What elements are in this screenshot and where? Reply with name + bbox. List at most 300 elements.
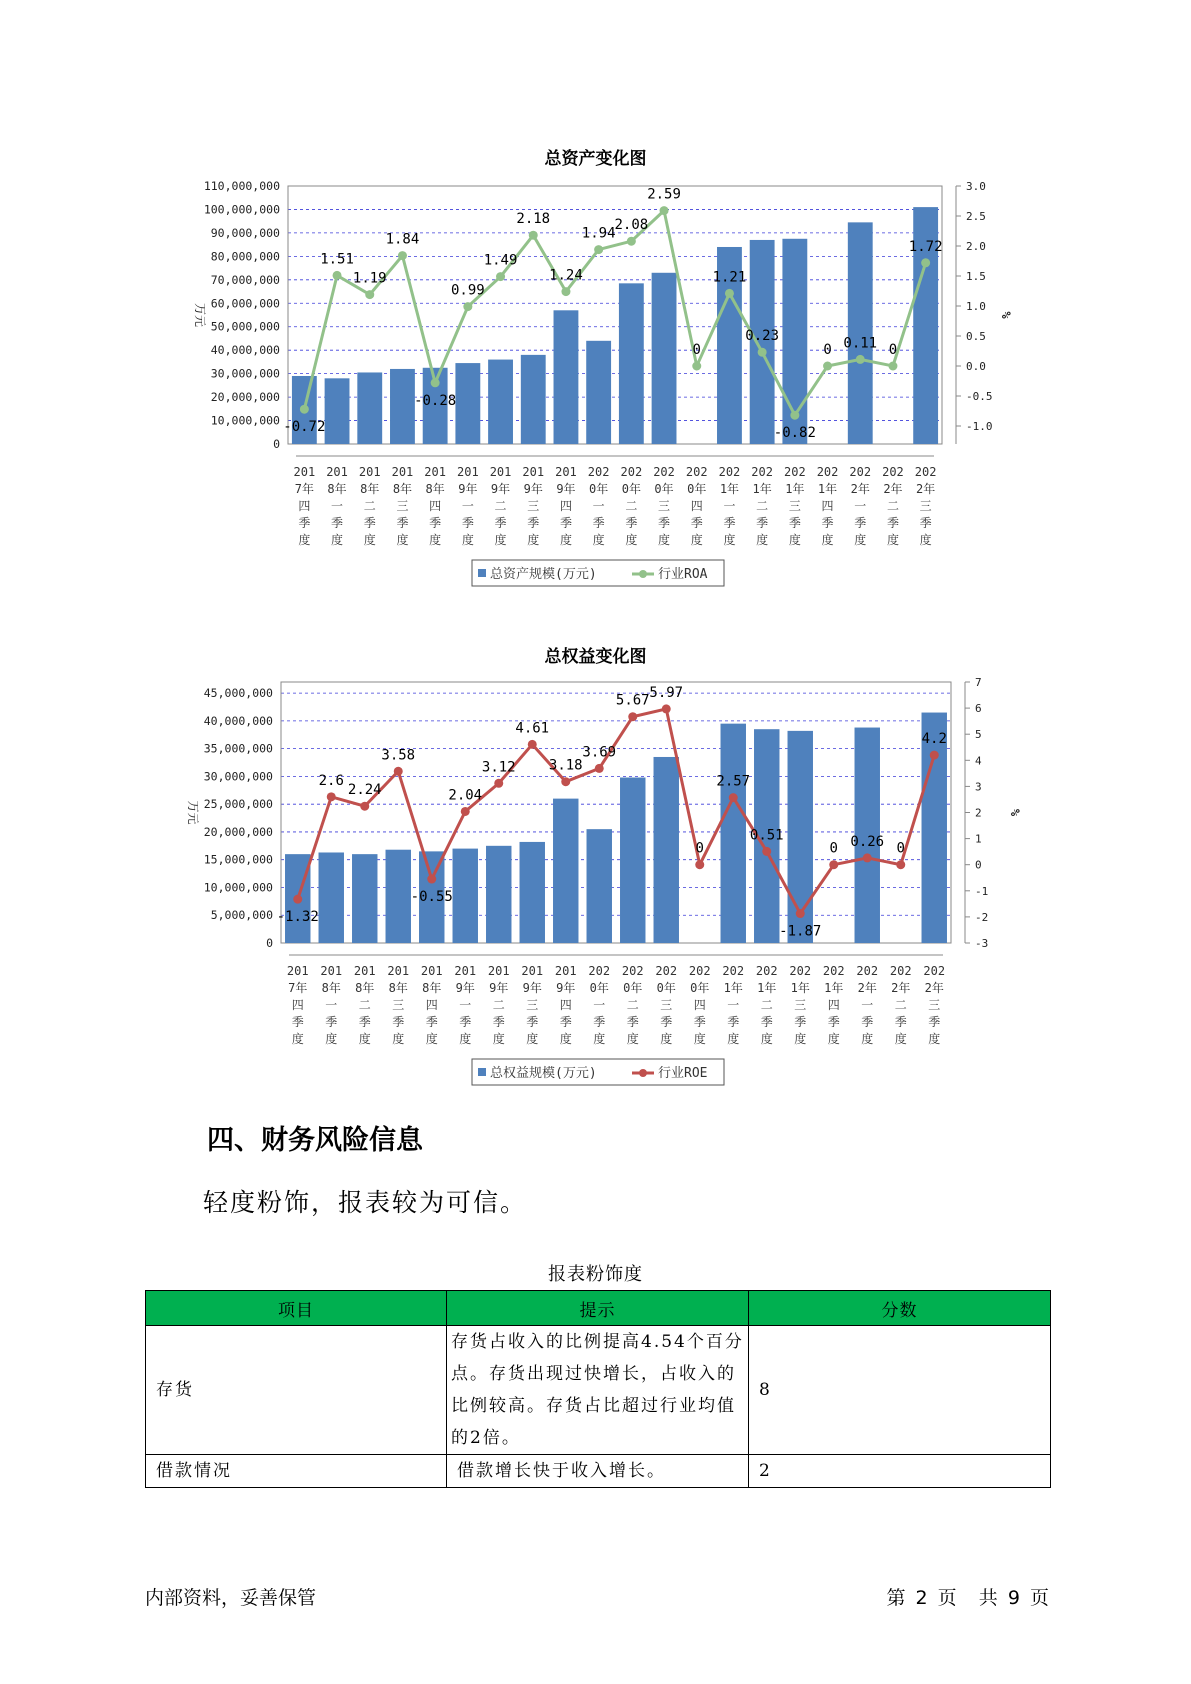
row-hint: 借款增长快于收入增长。 (447, 1455, 749, 1488)
data-label: 1.84 (385, 231, 420, 248)
data-point (930, 751, 939, 760)
x-tick-label: 二 (363, 499, 376, 513)
data-point (461, 807, 470, 816)
x-tick-label: 季 (928, 1015, 941, 1029)
x-tick-label: 202 (587, 465, 610, 479)
bar (620, 778, 645, 943)
legend-bar-swatch (478, 569, 486, 577)
x-tick-label: 201 (387, 964, 410, 978)
data-label: -0.72 (283, 419, 326, 436)
data-point (594, 245, 603, 254)
x-tick-label: 度 (331, 533, 344, 547)
x-tick-label: 一 (854, 499, 867, 513)
x-tick-label: 1年 (785, 482, 805, 496)
data-label: 2.24 (347, 782, 382, 799)
x-tick-label: 0年 (589, 981, 609, 995)
x-tick-label: 202 (789, 964, 812, 978)
data-point (595, 764, 604, 773)
row-item: 借款情况 (146, 1455, 447, 1488)
legend-line-marker (639, 1069, 647, 1077)
x-tick-label: 201 (326, 465, 348, 479)
x-tick-label: 201 (420, 964, 443, 978)
data-point (729, 793, 738, 802)
legend-bar-label: 总权益规模(万元) (490, 1066, 597, 1081)
bar (848, 222, 873, 444)
x-tick-label: 一 (331, 499, 344, 513)
data-label: 2.6 (318, 772, 344, 789)
x-tick-label: 季 (392, 1015, 405, 1029)
x-tick-label: 8年 (425, 482, 445, 496)
y-axis-label: 万元 (193, 302, 207, 328)
bar (654, 757, 679, 943)
x-tick-label: 度 (559, 1032, 572, 1046)
x-tick-label: 0年 (621, 482, 641, 496)
x-tick-label: 季 (760, 1015, 773, 1029)
y-tick-label: 70,000,000 (210, 272, 280, 287)
x-tick-label: 度 (821, 533, 834, 547)
x-tick-label: 202 (923, 964, 946, 978)
data-label: -0.82 (773, 425, 816, 442)
x-tick-label: 201 (521, 964, 544, 978)
data-label: -0.55 (410, 889, 453, 906)
x-tick-label: 季 (461, 516, 474, 530)
x-tick-label: 四 (821, 499, 834, 513)
x-tick-label: 二 (626, 998, 639, 1012)
data-point (529, 231, 538, 240)
x-tick-label: 度 (626, 1032, 639, 1046)
y-tick-label: 15,000,000 (203, 852, 273, 867)
x-tick-label: 度 (526, 1032, 539, 1046)
x-tick-label: 度 (592, 533, 605, 547)
row-score: 8 (749, 1326, 1051, 1455)
x-tick-label: 三 (396, 499, 409, 513)
x-tick-label: 季 (658, 516, 671, 530)
y-tick-label: 60,000,000 (210, 296, 280, 311)
x-tick-label: 度 (459, 1032, 472, 1046)
data-label: 3.12 (481, 759, 516, 776)
data-label: 0.23 (745, 328, 780, 345)
asset-chart (0, 170, 1191, 620)
x-tick-label: 度 (358, 1032, 371, 1046)
x-tick-label: 8年 (360, 482, 380, 496)
x-tick-label: 季 (626, 1015, 639, 1029)
x-tick-label: 四 (559, 998, 572, 1012)
x-tick-label: 202 (655, 964, 678, 978)
data-label: 0 (692, 342, 701, 358)
x-tick-label: 二 (894, 998, 907, 1012)
x-tick-label: 202 (856, 964, 879, 978)
page-unit: 页 (937, 1587, 957, 1609)
data-point (863, 853, 872, 862)
x-tick-label: 度 (425, 1032, 438, 1046)
x-tick-label: 201 (358, 465, 381, 479)
x-tick-label: 202 (849, 465, 872, 479)
x-tick-label: 度 (461, 533, 474, 547)
data-point (896, 860, 905, 869)
x-tick-label: 202 (889, 964, 912, 978)
data-label: 1.51 (320, 251, 354, 268)
y2-tick-label: 2.0 (966, 240, 986, 253)
x-tick-label: 季 (788, 516, 801, 530)
x-tick-label: 度 (693, 1032, 706, 1046)
x-tick-label: 202 (755, 964, 778, 978)
data-label: -1.32 (276, 909, 319, 926)
x-tick-label: 度 (494, 533, 507, 547)
y-tick-label: 110,000,000 (203, 179, 280, 193)
data-point (628, 712, 637, 721)
y-tick-label: 20,000,000 (210, 390, 280, 405)
bar (325, 378, 350, 444)
data-point (494, 779, 503, 788)
x-tick-label: 度 (760, 1032, 773, 1046)
x-tick-label: 202 (816, 465, 839, 479)
bar (520, 842, 545, 943)
x-tick-label: 季 (331, 516, 344, 530)
y-tick-label: 10,000,000 (210, 413, 280, 428)
legend-bar-swatch (478, 1068, 486, 1076)
row-item: 存货 (146, 1326, 447, 1455)
data-point (496, 272, 505, 281)
x-tick-label: 一 (325, 998, 338, 1012)
data-point (394, 767, 403, 776)
x-tick-label: 度 (396, 533, 409, 547)
y2-tick-label: 1.0 (966, 300, 986, 313)
x-tick-label: 度 (291, 1032, 304, 1046)
data-label: 0 (829, 840, 838, 857)
x-tick-label: 度 (429, 533, 442, 547)
x-tick-label: 一 (459, 998, 472, 1012)
x-tick-label: 9年 (490, 482, 511, 496)
x-tick-label: 202 (621, 964, 644, 978)
x-tick-label: 1年 (817, 482, 838, 496)
x-tick-label: 7年 (294, 482, 314, 496)
x-tick-label: 2年 (916, 482, 936, 496)
x-tick-label: 季 (527, 516, 540, 530)
data-label: 3.18 (548, 757, 583, 774)
y2-tick-label: 2 (975, 806, 982, 820)
y2-tick-label: -2 (975, 910, 989, 924)
y-tick-label: 40,000,000 (203, 713, 273, 728)
x-tick-label: 8年 (327, 482, 347, 496)
data-label: 5.97 (649, 684, 684, 701)
x-tick-label: 四 (827, 998, 840, 1012)
table-row (146, 1455, 1051, 1488)
x-tick-label: 度 (723, 533, 736, 547)
x-tick-label: 202 (784, 465, 806, 479)
x-tick-label: 度 (756, 533, 769, 547)
x-tick-label: 季 (325, 1015, 338, 1029)
data-label: 2.04 (448, 787, 483, 804)
x-tick-label: 季 (919, 516, 932, 530)
x-tick-label: 季 (660, 1015, 673, 1029)
bar (390, 369, 415, 444)
bar (357, 372, 382, 444)
risk-summary: 轻度粉饰，报表较为可信。 (203, 1188, 528, 1217)
x-tick-label: 8年 (388, 981, 408, 995)
x-tick-label: 202 (685, 465, 708, 479)
x-tick-label: 0年 (687, 482, 707, 496)
x-tick-label: 202 (751, 465, 773, 479)
x-tick-label: 二 (494, 499, 507, 513)
x-tick-label: 9年 (556, 482, 576, 496)
x-tick-label: 201 (457, 465, 479, 479)
bar (586, 341, 611, 444)
x-tick-label: 1年 (719, 482, 740, 496)
data-label: -1.87 (779, 923, 822, 940)
y2-tick-label: -1.0 (966, 420, 993, 433)
data-point (398, 251, 407, 260)
footer-page-info (884, 1583, 1051, 1610)
data-point (561, 287, 570, 296)
footer-confidential: 内部资料，妥善保管 (145, 1587, 317, 1609)
data-point (888, 362, 897, 371)
y-tick-label: 0 (266, 936, 273, 950)
y2-tick-label: 4 (975, 754, 982, 768)
x-tick-label: 季 (690, 516, 703, 530)
x-tick-label: 8年 (422, 981, 442, 995)
bar (319, 852, 344, 943)
x-tick-label: 度 (559, 533, 572, 547)
x-tick-label: 1年 (752, 482, 772, 496)
data-label: 2.18 (516, 211, 551, 228)
x-tick-label: 三 (919, 499, 932, 513)
x-tick-label: 一 (592, 499, 605, 513)
x-tick-label: 三 (527, 499, 540, 513)
y2-tick-label: 1 (975, 832, 982, 846)
x-tick-label: 2年 (891, 981, 911, 995)
x-tick-label: 季 (396, 516, 409, 530)
x-tick-label: 201 (320, 964, 343, 978)
x-tick-label: 四 (425, 998, 438, 1012)
y2-tick-label: 0 (975, 858, 982, 872)
total-prefix: 共 (978, 1587, 998, 1609)
x-tick-label: 四 (429, 499, 442, 513)
x-tick-label: 202 (822, 964, 845, 978)
data-label: 5.67 (615, 692, 650, 709)
data-label: 1.19 (352, 270, 387, 287)
data-point (725, 289, 734, 298)
y-tick-label: 20,000,000 (203, 824, 273, 839)
data-point (365, 290, 374, 299)
x-tick-label: 一 (727, 998, 740, 1012)
x-tick-label: 201 (555, 465, 577, 479)
page-number: 2 (915, 1587, 928, 1609)
x-tick-label: 季 (794, 1015, 807, 1029)
x-tick-label: 8年 (355, 981, 375, 995)
x-tick-label: 201 (489, 465, 512, 479)
data-label: 0 (695, 840, 704, 857)
x-tick-label: 度 (492, 1032, 505, 1046)
y-tick-label: 30,000,000 (203, 769, 273, 784)
x-tick-label: 201 (286, 964, 309, 978)
x-tick-label: 0年 (656, 981, 676, 995)
data-label: 1.49 (483, 252, 518, 269)
data-point (561, 777, 570, 786)
x-tick-label: 季 (693, 1015, 706, 1029)
data-label: 2.57 (716, 773, 751, 790)
x-tick-label: 201 (554, 964, 577, 978)
x-tick-label: 度 (727, 1032, 740, 1046)
y-tick-label: 100,000,000 (203, 202, 280, 217)
data-point (662, 704, 671, 713)
data-label: 3.69 (582, 744, 617, 761)
x-tick-label: 度 (861, 1032, 874, 1046)
y-tick-label: 40,000,000 (210, 343, 280, 358)
x-tick-label: 度 (658, 533, 671, 547)
x-tick-label: 202 (722, 964, 745, 978)
x-tick-label: 三 (928, 998, 941, 1012)
x-tick-label: 0年 (623, 981, 643, 995)
data-label: 4.61 (515, 720, 550, 737)
x-tick-label: 二 (492, 998, 505, 1012)
page-prefix: 第 (886, 1587, 906, 1609)
x-tick-label: 度 (827, 1032, 840, 1046)
bar (488, 360, 513, 444)
data-label: 4.2 (921, 731, 947, 748)
data-point (427, 875, 436, 884)
x-tick-label: 0年 (690, 981, 710, 995)
x-tick-label: 季 (526, 1015, 539, 1029)
y-tick-label: 35,000,000 (203, 741, 273, 756)
x-tick-label: 度 (593, 1032, 606, 1046)
x-tick-label: 202 (688, 964, 711, 978)
x-tick-label: 201 (391, 465, 414, 479)
x-tick-label: 度 (886, 533, 899, 547)
y-tick-label: 80,000,000 (210, 249, 280, 264)
x-tick-label: 二 (886, 499, 899, 513)
y2-tick-label: 2.5 (966, 210, 986, 223)
x-tick-label: 季 (723, 516, 736, 530)
x-tick-label: 201 (353, 964, 376, 978)
x-tick-label: 季 (363, 516, 376, 530)
bar (352, 854, 377, 943)
data-point (762, 847, 771, 856)
bar (652, 273, 677, 444)
x-tick-label: 201 (293, 465, 316, 479)
data-point (327, 792, 336, 801)
data-label: 0.51 (749, 827, 784, 844)
bar (554, 310, 579, 444)
y2-tick-label: 3 (975, 780, 982, 794)
data-label: -0.28 (414, 392, 457, 409)
x-tick-label: 9年 (458, 482, 478, 496)
data-label: 0.26 (850, 833, 885, 850)
bar (386, 850, 411, 943)
data-point (431, 378, 440, 387)
x-tick-label: 季 (625, 516, 638, 530)
data-label: 0.99 (450, 282, 485, 299)
x-tick-label: 8年 (321, 981, 341, 995)
x-tick-label: 三 (660, 998, 673, 1012)
x-tick-label: 一 (723, 499, 736, 513)
y-tick-label: 25,000,000 (203, 797, 273, 812)
data-point (660, 206, 669, 215)
x-tick-label: 2年 (924, 981, 944, 995)
data-label: 0.11 (843, 335, 878, 352)
x-tick-label: 季 (358, 1015, 371, 1029)
x-tick-label: 202 (620, 465, 643, 479)
data-point (823, 362, 832, 371)
bar (721, 724, 746, 943)
bar (553, 799, 578, 943)
y-tick-label: 50,000,000 (210, 319, 280, 334)
data-point (692, 362, 701, 371)
y2-tick-label: -3 (975, 937, 989, 950)
x-tick-label: 季 (429, 516, 442, 530)
x-tick-label: 度 (392, 1032, 405, 1046)
bar (455, 363, 480, 444)
data-point (695, 860, 704, 869)
x-tick-label: 季 (298, 516, 311, 530)
x-tick-label: 四 (291, 998, 304, 1012)
x-tick-label: 季 (756, 516, 769, 530)
data-point (463, 302, 472, 311)
x-tick-label: 0年 (654, 482, 674, 496)
header-hint: 提示 (447, 1291, 749, 1326)
data-label: 1.72 (908, 238, 943, 255)
x-tick-label: 1年 (757, 981, 777, 995)
legend-line-label: 行业ROA (658, 567, 708, 582)
x-tick-label: 0年 (589, 482, 609, 496)
y-tick-label: 30,000,000 (210, 366, 280, 381)
x-tick-label: 201 (424, 465, 446, 479)
x-tick-label: 1年 (723, 981, 743, 995)
x-tick-label: 1年 (824, 981, 844, 995)
x-tick-label: 9年 (489, 981, 509, 995)
data-point (856, 355, 865, 364)
y-tick-label: 10,000,000 (203, 880, 273, 895)
x-tick-label: 四 (690, 499, 703, 513)
data-point (293, 895, 302, 904)
row-hint: 存货占收入的比例提高4.54个百分点。存货出现过快增长，占收入的比例较高。存货占比超过行业均值的2倍。 (447, 1326, 749, 1455)
data-point (528, 740, 537, 749)
data-point (360, 802, 369, 811)
x-tick-label: 季 (459, 1015, 472, 1029)
y2-tick-label: -0.5 (966, 390, 993, 403)
x-tick-label: 度 (919, 533, 932, 547)
bar (521, 355, 546, 444)
x-tick-label: 三 (658, 499, 671, 513)
x-tick-label: 8年 (392, 482, 413, 496)
data-point (921, 258, 930, 267)
bar (486, 846, 511, 943)
x-tick-label: 季 (727, 1015, 740, 1029)
x-tick-label: 201 (487, 964, 510, 978)
y2-tick-label: 6 (975, 702, 982, 716)
x-tick-label: 2年 (857, 981, 877, 995)
data-label: 2.08 (614, 217, 649, 234)
y2-tick-label: 0.5 (966, 330, 986, 343)
table-row (146, 1326, 1051, 1455)
x-tick-label: 季 (854, 516, 867, 530)
x-tick-label: 202 (914, 465, 937, 479)
x-tick-label: 季 (592, 516, 605, 530)
x-tick-label: 二 (358, 998, 371, 1012)
y2-tick-label: 1.5 (966, 270, 986, 283)
x-tick-label: 度 (325, 1032, 338, 1046)
x-tick-label: 四 (298, 499, 311, 513)
x-tick-label: 度 (625, 533, 638, 547)
x-tick-label: 度 (298, 533, 311, 547)
data-point (796, 909, 805, 918)
row-score: 2 (749, 1455, 1051, 1488)
y-tick-label: 0 (273, 437, 280, 451)
data-label: 0 (896, 840, 905, 857)
y2-tick-label: 7 (975, 676, 982, 689)
x-tick-label: 2年 (850, 482, 870, 496)
x-tick-label: 二 (756, 499, 769, 513)
data-label: 1.94 (581, 225, 616, 242)
